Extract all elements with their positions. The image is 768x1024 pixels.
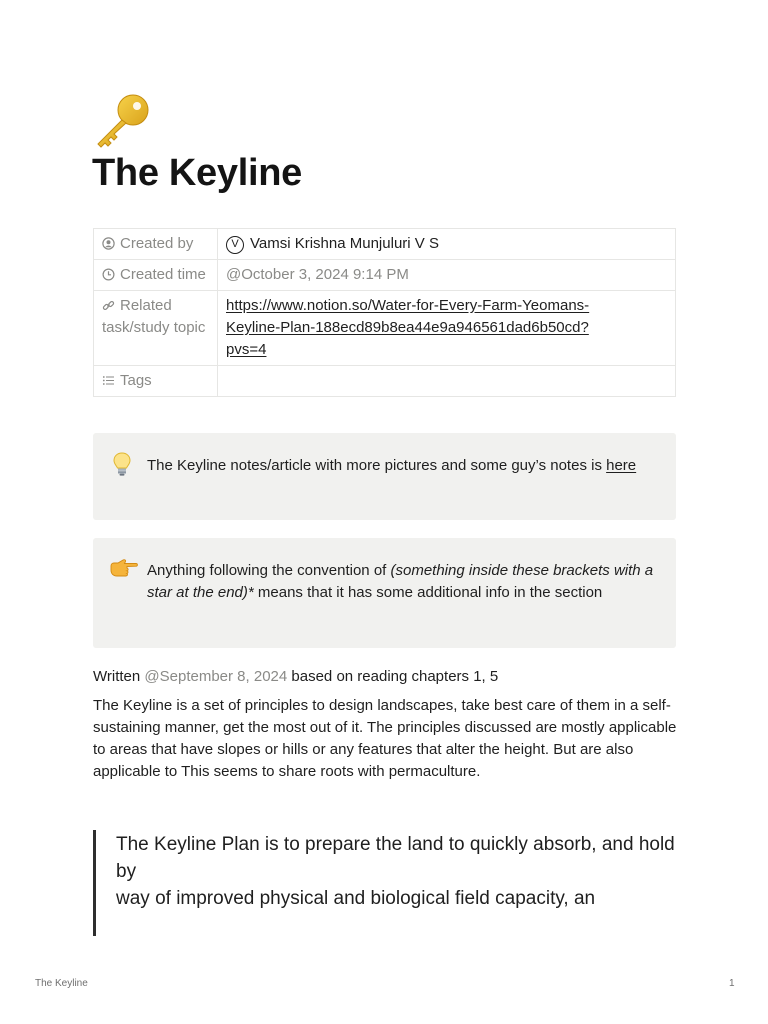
date-mention[interactable]: @September 8, 2024 bbox=[144, 668, 288, 685]
list-icon bbox=[102, 372, 115, 385]
person-circle-icon bbox=[102, 235, 115, 248]
property-label-created-time: Created time bbox=[94, 260, 218, 291]
property-row-tags bbox=[94, 366, 676, 397]
property-label-created-by: Created by bbox=[94, 229, 218, 260]
avatar: V bbox=[226, 236, 244, 254]
property-row-created-time bbox=[94, 260, 676, 291]
link-icon bbox=[102, 297, 115, 310]
property-value-related bbox=[218, 291, 676, 366]
property-value-created-by[interactable] bbox=[218, 229, 676, 260]
related-url-link[interactable]: https://www.notion.so/Water-for-Every-Farm-Yeomans- Keyline-Plan-188ecd89b8ea44e9a946561dad6b50cd? pvs=4 bbox=[226, 297, 590, 358]
property-row-created-by bbox=[94, 229, 676, 260]
property-row-related bbox=[94, 291, 676, 366]
footer-page-number: 1 bbox=[729, 978, 735, 989]
clock-icon bbox=[102, 266, 115, 279]
light-bulb-icon bbox=[109, 451, 135, 477]
here-link[interactable]: here bbox=[606, 457, 637, 474]
pointing-hand-icon bbox=[109, 556, 135, 582]
written-line: Written @September 8, 2024 based on reading chapters 1, 5 bbox=[93, 668, 499, 685]
blockquote bbox=[93, 830, 683, 936]
callout-notes bbox=[93, 433, 676, 520]
property-label-tags: Tags bbox=[94, 366, 218, 397]
intro-paragraph: The Keyline is a set of principles to design landscapes, take best care of them in a self-sustaining manner, get the most out of it. The principles discussed are mostly applicable to areas that have slopes or hills or any features that alter the height. But are also applicable to This seems to share roots with permaculture. bbox=[93, 697, 677, 780]
property-value-created-time: @October 3, 2024 9:14 PM bbox=[218, 260, 676, 291]
callout-text: Anything following the convention of (something inside these brackets with a star at the end)* means that it has some additional info in the section bbox=[147, 562, 654, 601]
callout-convention bbox=[93, 538, 676, 648]
footer-title: The Keyline bbox=[35, 978, 88, 989]
user-name: Vamsi Krishna Munjuluri V S bbox=[250, 235, 439, 252]
page-title: The Keyline bbox=[92, 152, 302, 194]
property-label-related: Related task/study topic bbox=[94, 291, 218, 366]
quote-text: The Keyline Plan is to prepare the land to quickly absorb, and hold by way of improved physical and biological field capacity, an bbox=[116, 834, 675, 909]
callout-text: The Keyline notes/article with more pictures and some guy’s notes is here bbox=[147, 457, 637, 474]
properties-table bbox=[93, 228, 676, 397]
convention-example: (something inside these brackets with a star at the end)* bbox=[147, 562, 654, 601]
key-icon bbox=[92, 93, 152, 149]
property-value-tags[interactable] bbox=[218, 366, 676, 397]
